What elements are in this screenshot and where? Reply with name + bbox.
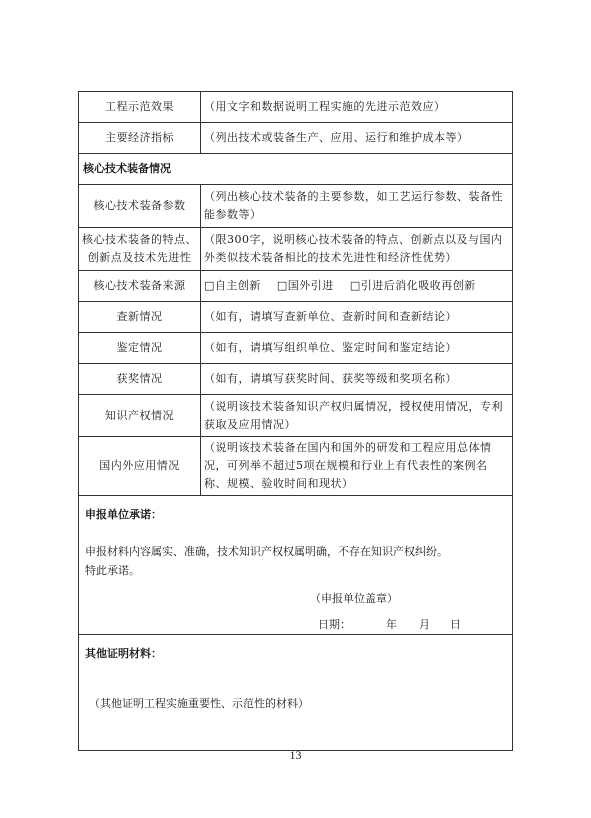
ip-value: （说明该技术装备知识产权归属情况，授权使用情况，专利获取及应用情况）	[201, 395, 513, 437]
source-option-reinnovation[interactable]: □引进后消化吸收再创新	[349, 279, 476, 292]
table-row	[79, 228, 513, 271]
date-label: 日期：	[318, 618, 351, 631]
seal-placeholder: （申报单位盖章）	[310, 592, 398, 605]
application-value: （说明该技术装备在国内和国外的研发和工程应用总体情况，可列举不超过5项在规模和行业上有代表性的案例名称、规模、验收时间和现状）	[201, 437, 513, 496]
core-source-options	[201, 271, 513, 302]
table-row	[79, 496, 513, 635]
economic-index-value: （列出技术或装备生产、应用、运行和维护成本等）	[201, 123, 513, 154]
table-row	[79, 333, 513, 364]
core-features-value: （限300字，说明核心技术装备的特点、创新点以及与国内外类似技术装备相比的技术先进性和经济性优势）	[201, 228, 513, 271]
table-row	[79, 154, 513, 185]
other-materials-block	[79, 635, 513, 751]
awards-label: 获奖情况	[79, 364, 201, 395]
novelty-label: 查新情况	[79, 302, 201, 333]
table-row	[79, 123, 513, 154]
application-form-table	[78, 91, 513, 751]
page-number: 13	[289, 748, 302, 762]
promise-title: 申报单位承诺：	[85, 508, 162, 521]
date-line	[83, 616, 508, 634]
core-features-label: 核心技术装备的特点、创新点及技术先进性	[79, 228, 201, 271]
promise-line-2: 特此承诺。	[85, 564, 140, 577]
appraisal-label: 鉴定情况	[79, 333, 201, 364]
promise-block	[79, 496, 513, 635]
demo-effect-label: 工程示范效果	[79, 92, 201, 123]
table-row	[79, 635, 513, 751]
core-params-value: （列出核心技术装备的主要参数，如工艺运行参数、装备性能参数等）	[201, 185, 513, 228]
table-row	[79, 364, 513, 395]
other-materials-title: 其他证明材料：	[85, 647, 162, 660]
ip-label: 知识产权情况	[79, 395, 201, 437]
appraisal-value: （如有，请填写组织单位、鉴定时间和鉴定结论）	[201, 333, 513, 364]
core-params-label: 核心技术装备参数	[79, 185, 201, 228]
application-label: 国内外应用情况	[79, 437, 201, 496]
novelty-value: （如有，请填写查新单位、查新时间和查新结论）	[201, 302, 513, 333]
table-row	[79, 185, 513, 228]
source-option-imported[interactable]: □国外引进	[276, 279, 334, 292]
table-row	[79, 437, 513, 496]
source-option-independent[interactable]: □自主创新	[204, 279, 261, 292]
date-year: 年	[386, 618, 397, 631]
table-row	[79, 92, 513, 123]
core-source-label: 核心技术装备来源	[79, 271, 201, 302]
economic-index-label: 主要经济指标	[79, 123, 201, 154]
promise-line-1: 申报材料内容属实、准确，技术知识产权权属明确，不存在知识产权纠纷。	[85, 545, 448, 558]
date-day: 日	[450, 618, 461, 631]
demo-effect-value: （用文字和数据说明工程实施的先进示范效应）	[201, 92, 513, 123]
awards-value: （如有，请填写获奖时间、获奖等级和奖项名称）	[201, 364, 513, 395]
table-row	[79, 302, 513, 333]
date-month: 月	[419, 618, 430, 631]
table-row	[79, 395, 513, 437]
core-section-title: 核心技术装备情况	[79, 154, 513, 185]
other-materials-text: （其他证明工程实施重要性、示范性的材料）	[89, 697, 309, 710]
table-row	[79, 271, 513, 302]
